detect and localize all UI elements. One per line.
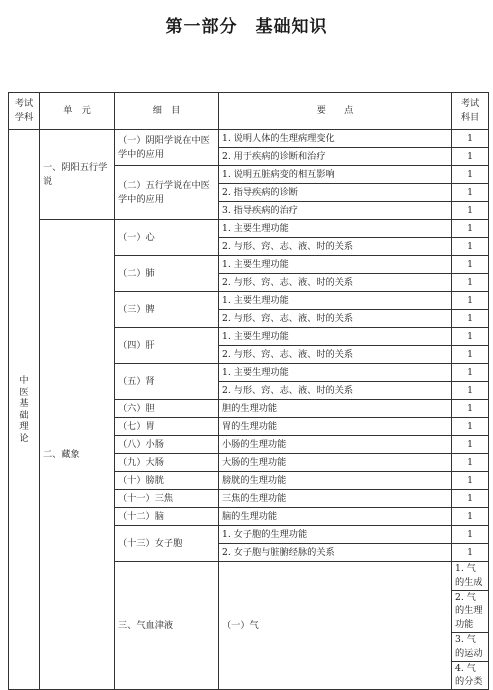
syllabus-table bbox=[8, 92, 489, 690]
point-cell: 大肠的生理功能 bbox=[219, 454, 452, 472]
subject-cell: 中医基础理论 bbox=[9, 130, 40, 690]
exam-cell: 1 bbox=[452, 184, 489, 202]
item-cell: （一）阴阳学说在中医学中的应用 bbox=[115, 130, 219, 166]
exam-cell: 1 bbox=[452, 256, 489, 274]
exam-cell: 1 bbox=[452, 310, 489, 328]
exam-cell: 1 bbox=[452, 202, 489, 220]
exam-cell: 1 bbox=[452, 148, 489, 166]
exam-cell: 1 bbox=[452, 382, 489, 400]
point-cell: 2. 与形、窍、志、液、时的关系 bbox=[219, 274, 452, 292]
point-cell: 脑的生理功能 bbox=[219, 508, 452, 526]
point-cell: 三焦的生理功能 bbox=[219, 490, 452, 508]
exam-cell: 1 bbox=[452, 292, 489, 310]
point-cell: 3. 指导疾病的治疗 bbox=[219, 202, 452, 220]
point-cell: 2. 女子胞与脏腑经脉的关系 bbox=[219, 544, 452, 562]
exam-cell: 1 bbox=[452, 364, 489, 382]
exam-cell: 1 bbox=[452, 346, 489, 364]
point-cell: 1. 气的生成 bbox=[452, 562, 489, 591]
item-cell: （一）气 bbox=[219, 562, 452, 690]
point-cell: 膀胱的生理功能 bbox=[219, 472, 452, 490]
exam-cell: 1 bbox=[452, 508, 489, 526]
page-title: 第一部分 基础知识 bbox=[165, 17, 328, 37]
header-points: 要 点 bbox=[219, 93, 452, 130]
point-cell: 胆的生理功能 bbox=[219, 400, 452, 418]
item-cell: （五）肾 bbox=[115, 364, 219, 400]
point-cell: 2. 指导疾病的诊断 bbox=[219, 184, 452, 202]
item-cell: （十）膀胱 bbox=[115, 472, 219, 490]
header-unit: 单 元 bbox=[40, 93, 115, 130]
point-cell: 1. 主要生理功能 bbox=[219, 292, 452, 310]
item-cell: （四）肝 bbox=[115, 328, 219, 364]
unit-cell: 二、藏象 bbox=[40, 220, 115, 690]
unit-cell: 一、阴阳五行学说 bbox=[40, 130, 115, 220]
item-cell: （一）心 bbox=[115, 220, 219, 256]
item-cell: （三）脾 bbox=[115, 292, 219, 328]
exam-cell: 1 bbox=[452, 238, 489, 256]
point-cell: 2. 与形、窍、志、液、时的关系 bbox=[219, 382, 452, 400]
point-cell: 4. 气的分类 bbox=[452, 661, 489, 690]
point-cell: 小肠的生理功能 bbox=[219, 436, 452, 454]
item-cell: （十二）脑 bbox=[115, 508, 219, 526]
point-cell: 1. 主要生理功能 bbox=[219, 256, 452, 274]
item-cell: （六）胆 bbox=[115, 400, 219, 418]
point-cell: 1. 说明人体的生理病理变化 bbox=[219, 130, 452, 148]
table-row bbox=[9, 130, 489, 148]
exam-cell: 1 bbox=[452, 544, 489, 562]
point-cell: 2. 与形、窍、志、液、时的关系 bbox=[219, 238, 452, 256]
exam-cell: 1 bbox=[452, 130, 489, 148]
point-cell: 1. 女子胞的生理功能 bbox=[219, 526, 452, 544]
exam-cell: 1 bbox=[452, 400, 489, 418]
table-row bbox=[9, 220, 489, 238]
item-cell: （十三）女子胞 bbox=[115, 526, 219, 562]
exam-cell: 1 bbox=[452, 220, 489, 238]
item-cell: （十一）三焦 bbox=[115, 490, 219, 508]
header-subject: 考试 学科 bbox=[9, 93, 40, 130]
exam-cell: 1 bbox=[452, 526, 489, 544]
item-cell: （七）胃 bbox=[115, 418, 219, 436]
exam-cell: 1 bbox=[452, 418, 489, 436]
exam-cell: 1 bbox=[452, 472, 489, 490]
point-cell: 1. 主要生理功能 bbox=[219, 220, 452, 238]
point-cell: 2. 与形、窍、志、液、时的关系 bbox=[219, 310, 452, 328]
item-cell: （九）大肠 bbox=[115, 454, 219, 472]
point-cell: 2. 与形、窍、志、液、时的关系 bbox=[219, 346, 452, 364]
unit-cell: 三、气血津液 bbox=[115, 562, 219, 690]
point-cell: 2. 气的生理功能 bbox=[452, 590, 489, 632]
point-cell: 1. 主要生理功能 bbox=[219, 328, 452, 346]
point-cell: 3. 气的运动 bbox=[452, 632, 489, 661]
exam-cell: 1 bbox=[452, 328, 489, 346]
exam-cell: 1 bbox=[452, 490, 489, 508]
exam-cell: 1 bbox=[452, 166, 489, 184]
item-cell: （二）五行学说在中医学中的应用 bbox=[115, 166, 219, 220]
table-header-row bbox=[9, 93, 489, 130]
item-cell: （八）小肠 bbox=[115, 436, 219, 454]
header-exam-subject: 考试 科目 bbox=[452, 93, 489, 130]
point-cell: 胃的生理功能 bbox=[219, 418, 452, 436]
point-cell: 1. 说明五脏病变的相互影响 bbox=[219, 166, 452, 184]
exam-cell: 1 bbox=[452, 454, 489, 472]
item-cell: （二）肺 bbox=[115, 256, 219, 292]
point-cell: 1. 主要生理功能 bbox=[219, 364, 452, 382]
header-item: 细 目 bbox=[115, 93, 219, 130]
exam-cell: 1 bbox=[452, 274, 489, 292]
exam-cell: 1 bbox=[452, 436, 489, 454]
point-cell: 2. 用于疾病的诊断和治疗 bbox=[219, 148, 452, 166]
